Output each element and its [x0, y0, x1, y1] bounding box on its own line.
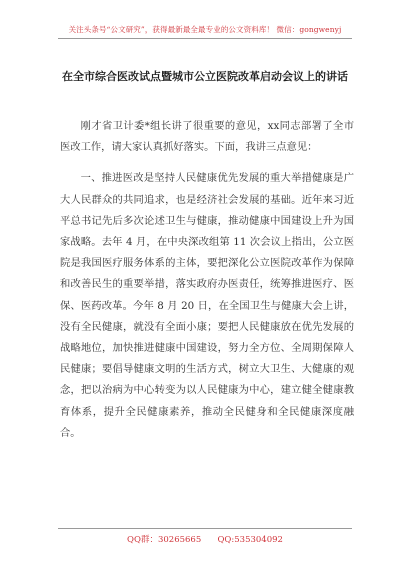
- paragraph-section-one: 一、推进医改是坚持人民健康优先发展的重大举措健康是广大人民群众的共同追求，也是经济社会发展的基础。近年来习近平总书记先后多次论述卫生与健康，推动健康中国建设上升为国家战略。去年 4 月，在中央深改组第 11 次会议上指出，公立医院是我国医疗服务体系的主体，要把深化公立医院改革作为保障和改善民生的重要举措，落实政府办医责任，统筹推进医疗、医保、医药改革。今年 8 月 20 日，在全国卫生与健康大会上讲，没有全民健康，就没有全面小康；要把人民健康放在优先发展的战略地位，加快推进健康中国建设，努力全方位、全周期保障人民健康；要倡导健康文明的生活方式，树立大卫生、大健康的观念，把以治病为中心转变为以人民健康为中心，建立健全健康教育体系，提升全民健康素养，推动全民健身和全民健康深度融合。: [60, 172, 354, 439]
- header-banner: 关注头条号“公文研究”，获得最新最全最专业的公文资料库！ 微信：gongwenyj: [68, 25, 342, 34]
- paragraph-intro: 刚才省卫计委*组长讲了很重要的意见，xx同志部署了全市医改工作，请大家认真抓好落实。下面，我讲三点意见：: [60, 120, 354, 154]
- header-divider: [58, 38, 352, 39]
- document-title: 在全市综合医改试点暨城市公立医院改革启动会议上的讲话: [62, 70, 348, 83]
- footer-divider: [58, 528, 352, 529]
- footer-contact: QQ群：30265665 QQ:535304092: [127, 535, 283, 545]
- document-body: [60, 116, 354, 444]
